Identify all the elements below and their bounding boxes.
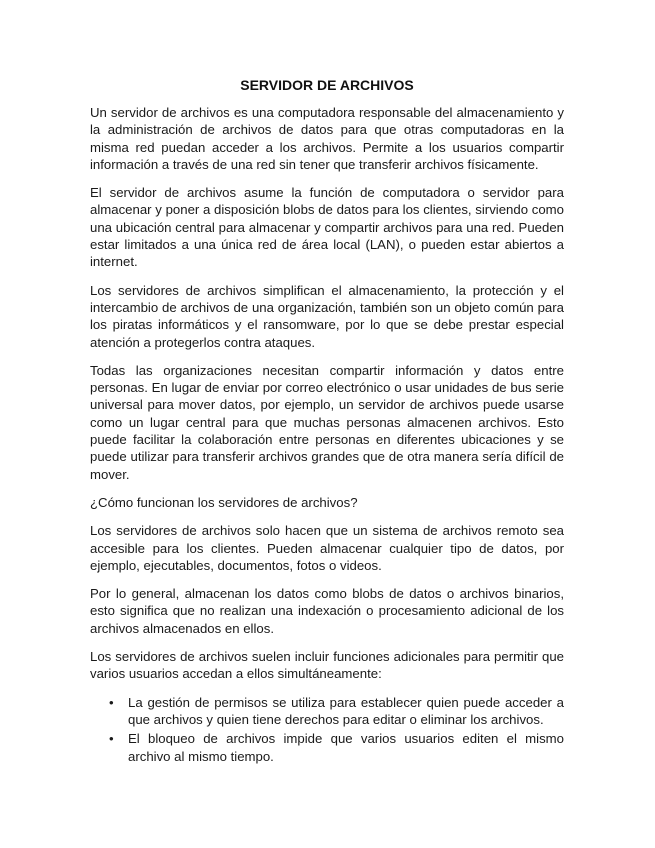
section-question: ¿Cómo funcionan los servidores de archivos? [90, 494, 358, 510]
paragraph-features-intro: Los servidores de archivos suelen incluir funciones adicionales para permitir que varios usuarios accedan a ellos simultáneamente: [90, 649, 564, 682]
document-title: SERVIDOR DE ARCHIVOS [240, 77, 414, 93]
bullet-icon: • [109, 731, 114, 747]
bullet-icon: • [109, 694, 114, 710]
list-item [90, 694, 564, 729]
paragraph-security: Los servidores de archivos simplifican el almacenamiento, la protección y el intercambio de archivos de una organización, también son un objeto común para los piratas informáticos y el ransomware, por lo que se debe prestar especial atención a protegerlos contra ataques. [90, 282, 564, 350]
document-page [90, 76, 564, 767]
feature-list [90, 694, 564, 765]
list-item-text: La gestión de permisos se utiliza para establecer quien puede acceder a que archivos y quien tiene derechos para editar o eliminar los archivos. [128, 694, 564, 727]
paragraph-sharing: Todas las organizaciones necesitan compartir información y datos entre personas. En lugar de enviar por correo electrónico o usar unidades de bus serie universal para mover datos, por ejemplo, un servidor de archivos puede usarse como un lugar central para que muchas personas almacenen archivos. Esto puede facilitar la colaboración entre personas en diferentes ubicaciones y se puede utilizar para transferir archivos grandes que de otra manera sería difícil de mover. [90, 362, 564, 482]
list-item-text: El bloqueo de archivos impide que varios usuarios editen el mismo archivo al mismo tiempo. [128, 731, 564, 764]
paragraph-definition: Un servidor de archivos es una computadora responsable del almacenamiento y la administración de archivos de datos para que otras computadoras en la misma red puedan acceder a los archivos. Permite a los usuarios compartir información a través de una red sin tener que transferir archivos físicamente. [90, 105, 564, 172]
paragraph-blobs: Por lo general, almacenan los datos como blobs de datos o archivos binarios, esto significa que no realizan una indexación o procesamiento adicional de los archivos almacenados en ellos. [90, 586, 564, 636]
list-item [90, 730, 564, 765]
paragraph-function: El servidor de archivos asume la función de computadora o servidor para almacenar y poner a disposición blobs de datos para los clientes, sirviendo como una ubicación central para almacenar y compartir archivos para una red. Pueden estar limitados a una única red de área local (LAN), o pueden estar abiertos a internet. [90, 185, 564, 270]
paragraph-remote-fs: Los servidores de archivos solo hacen que un sistema de archivos remoto sea accesible para los clientes. Pueden almacenar cualquier tipo de datos, por ejemplo, ejecutables, documentos, fotos o videos. [90, 523, 564, 573]
